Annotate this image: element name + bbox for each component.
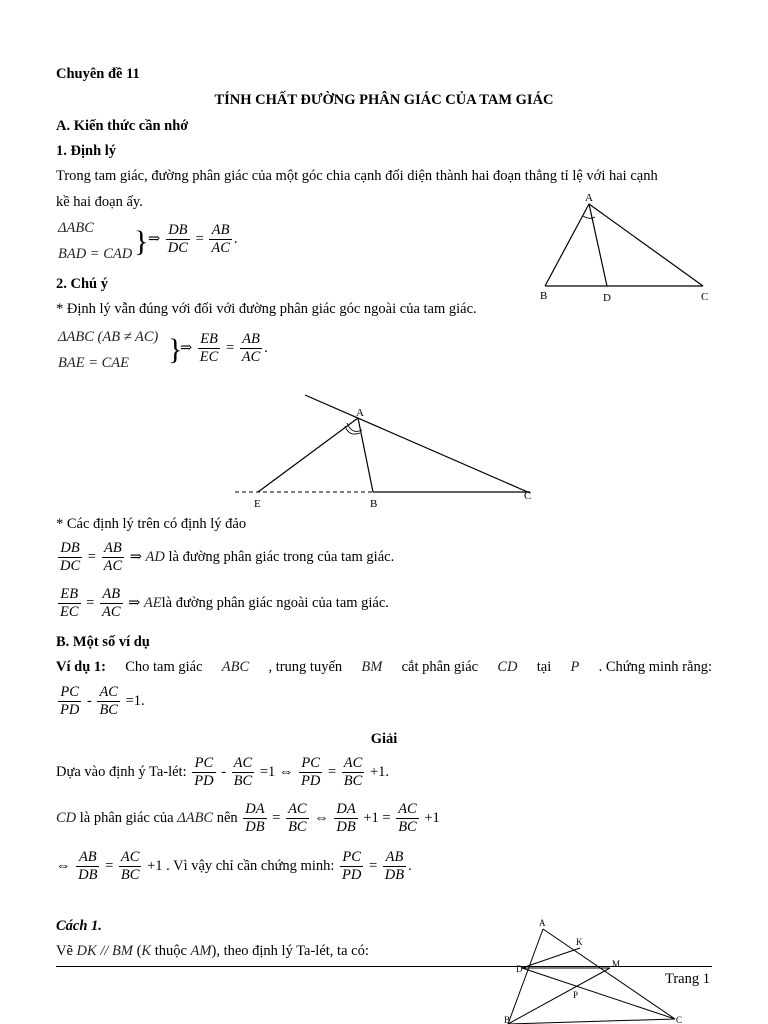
- f2-den2: AC: [241, 349, 261, 365]
- subheading-note: 2. Chú ý: [56, 276, 108, 292]
- example1-bm: BM: [361, 659, 383, 675]
- fig3-label-p: P: [573, 990, 579, 1000]
- step2-abc: ΔABC: [177, 809, 214, 826]
- converse-internal: $\frac{DB}{DC}$ = $\frac{AB}{AC}$ ⇒ AD là đường phân giác trong của tam giác.: [60, 540, 395, 574]
- example1-label: Ví dụ 1:: [56, 659, 106, 675]
- solution-step-3: ⇔ $\frac{AB}{DB}$ = $\frac{AC}{BC}$ +1 . Vì vậy chỉ cần chứng minh: $\frac{PC}{PD}$ = $\frac{AB}{DB}$ .: [56, 849, 412, 883]
- fig2-label-a: A: [356, 407, 364, 419]
- step2-text: là phân giác của: [79, 809, 174, 826]
- fig1-label-a: A: [585, 192, 593, 204]
- formula1-hypothesis-2: BAD = CAD: [58, 246, 133, 262]
- converse-internal-var: AD: [145, 548, 165, 565]
- fig3-label-c: C: [676, 1015, 683, 1024]
- solution-step-1: Dựa vào định ý Ta-lét: $\frac{PC}{PD}$ - $\frac{AC}{BC}$ =1 ⇔ $\frac{PC}{PD}$ = $\frac{AC}{BC}$ +1.: [56, 755, 390, 789]
- formula2-hypothesis-2: BAE = CAE: [58, 355, 129, 371]
- converse-external: $\frac{EB}{EC}$ = $\frac{AB}{AC}$ ⇒ AElà đường phân giác ngoài của tam giác.: [60, 586, 389, 620]
- method1-heading: Cách 1.: [56, 918, 102, 934]
- page-title: TÍNH CHẤT ĐƯỜNG PHÂN GIÁC CỦA TAM GIÁC: [214, 92, 554, 108]
- fig3-label-a: A: [539, 918, 546, 928]
- example1-text-b: , trung tuyến: [268, 659, 343, 675]
- example1-p: P: [570, 659, 580, 675]
- f1-num1: DB: [166, 222, 190, 240]
- note-converse: * Các định lý trên có định lý đảo: [56, 516, 247, 532]
- talet-text: Dựa vào định ý Ta-lét:: [56, 763, 187, 780]
- example1-text-a: Cho tam giác: [125, 659, 203, 675]
- footer-rule: [56, 966, 712, 967]
- step3-text: . Vì vậy chỉ cần chứng minh:: [166, 857, 335, 874]
- fig3-label-k: K: [576, 937, 583, 947]
- fig2-label-e: E: [254, 498, 261, 510]
- converse-internal-text: là đường phân giác trong của tam giác.: [168, 548, 395, 565]
- section-a-heading: A. Kiến thức cần nhớ: [56, 118, 189, 134]
- example1-text-c: cắt phân giác: [401, 659, 479, 675]
- page-number: Trang 1: [665, 971, 710, 987]
- fig1-label-c: C: [701, 291, 709, 303]
- construction-k: K: [141, 943, 152, 959]
- f2-den1: EC: [199, 349, 219, 365]
- construction-dk: DK // BM: [76, 943, 133, 959]
- fig1-label-b: B: [540, 290, 548, 302]
- fig3-label-d: D: [516, 964, 523, 974]
- fig1-label-d: D: [603, 292, 611, 304]
- theorem-line-2: kề hai đoạn ấy.: [56, 194, 143, 210]
- construction-text-b: (: [136, 943, 142, 959]
- example1-cd: CD: [497, 659, 518, 675]
- f1-den1: DC: [167, 240, 188, 256]
- f1-den2: AC: [211, 240, 230, 256]
- formula1-hypothesis-1: ΔABC: [58, 220, 94, 236]
- note-external-bisector: * Định lý vẫn đúng với đối với đường phân giác góc ngoài của tam giác.: [56, 301, 477, 317]
- construction-text-d: ), theo định lý Ta-lét, ta có:: [211, 943, 369, 959]
- solution-step-2: CD là phân giác của ΔABC nên $\frac{DA}{DB}$ = $\frac{AC}{BC}$ ⇔ $\frac{DA}{DB}$ +1 = $\frac{AC}{BC}$ +1: [56, 801, 440, 835]
- formula2-brace: }: [168, 333, 183, 366]
- construction-am: AM: [190, 943, 212, 959]
- construction-text-c: thuộc: [154, 943, 187, 959]
- formula2-result: ⇒ $\frac{EB}{EC}$ = $\frac{AB}{AC}$ .: [180, 331, 268, 365]
- section-b-heading: B. Một số ví dụ: [56, 634, 150, 650]
- construction-text-a: Vẽ: [56, 943, 73, 959]
- formula2-hypothesis-1: ΔABC (AB ≠ AC): [58, 329, 159, 345]
- theorem-line-1: Trong tam giác, đường phân giác của một góc chia cạnh đối diện thành hai đoạn thẳng tỉ lệ với hai cạnh: [56, 168, 658, 184]
- figure-external-bisector: [230, 385, 540, 510]
- example1-abc: ABC: [221, 659, 250, 675]
- fig2-label-b: B: [370, 498, 378, 510]
- f1-num2: AB: [209, 222, 232, 240]
- example1-text-e: . Chứng minh rằng:: [598, 659, 712, 675]
- formula1-result: ⇒ $\frac{DB}{DC}$ = $\frac{AB}{AC}$ .: [148, 222, 238, 256]
- method1-construction: [56, 943, 369, 960]
- formula1-brace: }: [134, 225, 149, 258]
- f2-num2: AB: [240, 331, 263, 349]
- solution-heading: Giải: [370, 731, 398, 747]
- figure-example1: [500, 915, 710, 1024]
- example1-text-d: tại: [536, 659, 552, 675]
- figure-internal-bisector: [535, 190, 720, 305]
- topic-label: Chuyên đề 11: [56, 66, 140, 82]
- converse-external-text: là đường phân giác ngoài của tam giác.: [161, 594, 389, 611]
- subheading-theorem: 1. Định lý: [56, 143, 117, 159]
- converse-external-var: AE: [143, 594, 162, 611]
- fig2-label-c: C: [524, 490, 532, 502]
- step2-nen: nên: [216, 809, 238, 826]
- step2-cd: CD: [56, 809, 77, 826]
- fig3-label-b: B: [504, 1015, 511, 1024]
- example1-claim: $\frac{PC}{PD}$ - $\frac{AC}{BC}$ =1.: [60, 684, 145, 718]
- f2-num1: EB: [198, 331, 221, 349]
- fig3-label-m: M: [612, 959, 621, 969]
- example1-statement: [56, 659, 712, 676]
